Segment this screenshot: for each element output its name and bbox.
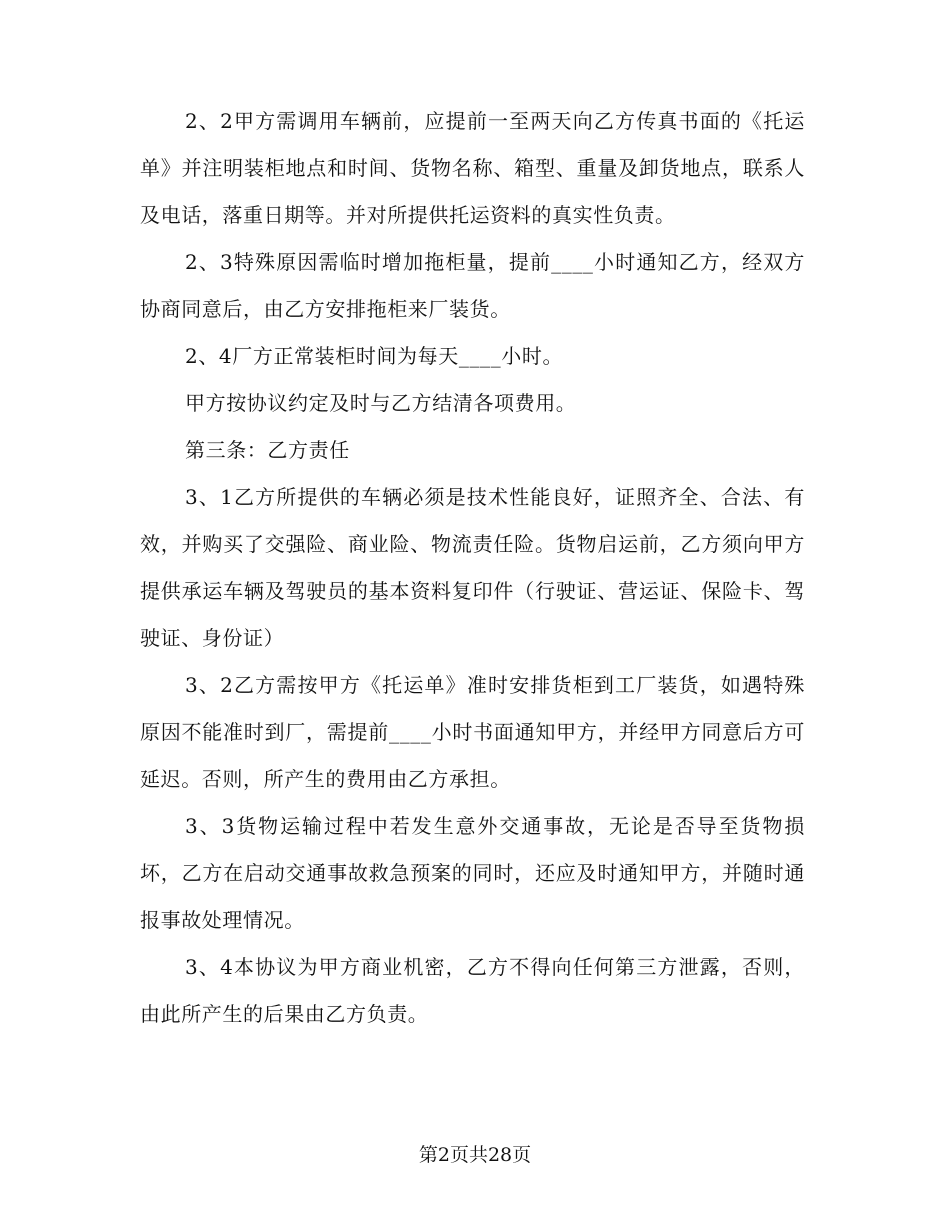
section-heading-article-3: 第三条：乙方责任 [185,438,350,462]
paragraph-payment: 甲方按协议约定及时与乙方结清各项费用。 [185,391,577,415]
paragraph-2-3: 2、3特殊原因需临时增加拖柜量，提前____小时通知乙方，经双方协商同意后，由乙方安排拖柜来厂装货。 [140,250,805,321]
paragraph-3-1: 3、1乙方所提供的车辆必须是技术性能良好，证照齐全、合法、有效，并购买了交强险、商业险、物流责任险。货物启运前，乙方须向甲方提供承运车辆及驾驶员的基本资料复印件（行驶证、营运证、保险卡、驾驶证、身份证） [140,485,805,650]
paragraph-3-4: 3、4本协议为甲方商业机密，乙方不得向任何第三方泄露，否则，由此所产生的后果由乙方负责。 [140,955,805,1026]
paragraph-2-4: 2、4厂方正常装柜时间为每天____小时。 [185,344,564,368]
page-number-footer: 第2页共28页 [418,1144,532,1166]
paragraph-3-2: 3、2乙方需按甲方《托运单》准时安排货柜到工厂装货，如遇特殊原因不能准时到厂，需提前____小时书面通知甲方，并经甲方同意后方可延迟。否则，所产生的费用由乙方承担。 [140,673,805,791]
document-body [140,98,805,1038]
paragraph-2-2: 2、2甲方需调用车辆前，应提前一至两天向乙方传真书面的《托运单》并注明装柜地点和时间、货物名称、箱型、重量及卸货地点，联系人及电话，落重日期等。并对所提供托运资料的真实性负责。 [140,109,805,227]
paragraph-3-3: 3、3货物运输过程中若发生意外交通事故，无论是否导至货物损坏，乙方在启动交通事故救急预案的同时，还应及时通知甲方，并随时通报事故处理情况。 [140,814,805,932]
